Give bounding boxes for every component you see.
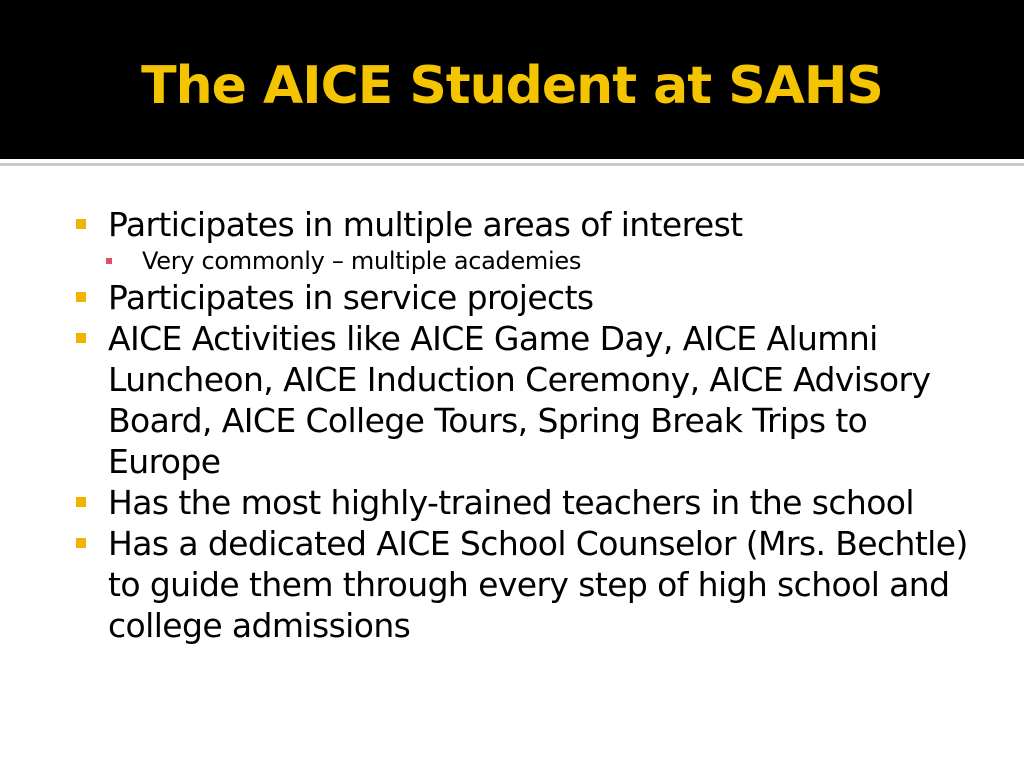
bullet-text: AICE Activities like AICE Game Day, AICE Alumni Luncheon, AICE Induction Ceremony, AICE Advisory Board, AICE College Tours, Spring Break Trips to Europe <box>108 319 931 481</box>
title-bar <box>0 0 1024 159</box>
bullet-item <box>72 523 972 646</box>
bullet-text: Has the most highly-trained teachers in the school <box>108 483 914 522</box>
bullet-text: Participates in multiple areas of interest <box>108 205 743 244</box>
square-bullet-icon <box>76 333 86 343</box>
bullet-item <box>72 318 972 482</box>
square-bullet-icon <box>76 292 86 302</box>
sub-bullet-text: Very commonly – multiple academies <box>142 247 582 275</box>
sub-bullet-item <box>72 245 972 277</box>
square-bullet-icon <box>76 497 86 507</box>
bullet-text: Has a dedicated AICE School Counselor (Mrs. Bechtle) to guide them through every step of high school and college admissions <box>108 524 968 645</box>
bullet-list <box>72 204 972 646</box>
bullet-text: Participates in service projects <box>108 278 594 317</box>
bullet-item <box>72 482 972 523</box>
title-divider <box>0 163 1024 166</box>
square-sub-bullet-icon <box>106 258 112 264</box>
square-bullet-icon <box>76 538 86 548</box>
square-bullet-icon <box>76 219 86 229</box>
bullet-item <box>72 277 972 318</box>
bullet-item <box>72 204 972 245</box>
slide-title: The AICE Student at SAHS <box>141 56 883 116</box>
